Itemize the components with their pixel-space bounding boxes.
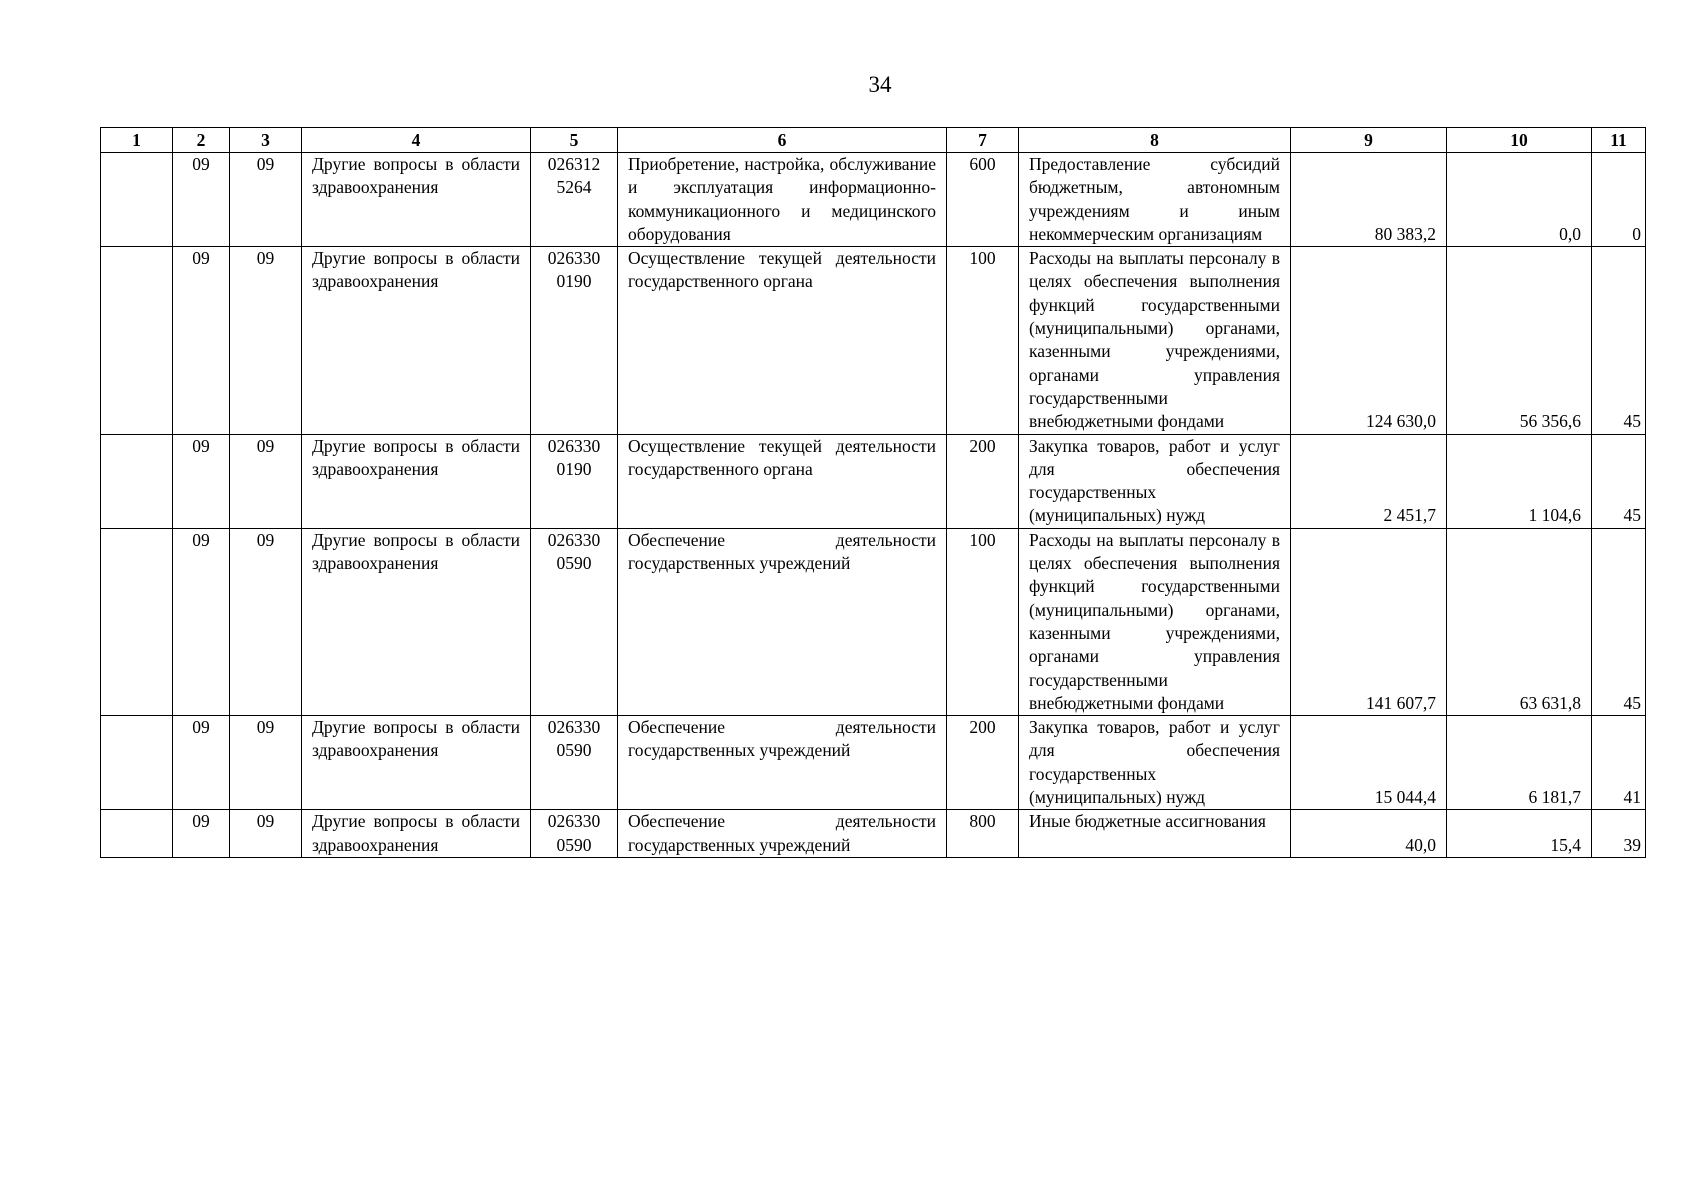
col-header-9: 9 xyxy=(1291,128,1447,153)
cell-subsection: 09 xyxy=(230,528,302,715)
col-header-11: 11 xyxy=(1592,128,1646,153)
cell-target-name: Осуществление текущей деятельности государственного органа xyxy=(618,247,947,434)
code-part-2: 0190 xyxy=(556,271,592,292)
col-header-2: 2 xyxy=(173,128,230,153)
code-part-2: 5264 xyxy=(556,177,592,198)
cell-percent: 41 xyxy=(1592,716,1646,810)
cell-section-name: Другие вопросы в области здравоохранения xyxy=(302,716,531,810)
table-row xyxy=(101,153,1646,247)
cell-percent: 0 xyxy=(1592,153,1646,247)
col-header-3: 3 xyxy=(230,128,302,153)
cell-expense-type: 800 xyxy=(947,810,1019,858)
col-header-1: 1 xyxy=(101,128,173,153)
cell-actual-amount: 0,0 xyxy=(1447,153,1592,247)
col-header-8: 8 xyxy=(1019,128,1291,153)
cell-actual-amount: 63 631,8 xyxy=(1447,528,1592,715)
cell-section-name: Другие вопросы в области здравоохранения xyxy=(302,810,531,858)
code-part-2: 0590 xyxy=(556,553,592,574)
cell-section: 09 xyxy=(173,153,230,247)
cell-target-name: Обеспечение деятельности государственных учреждений xyxy=(618,716,947,810)
cell-section: 09 xyxy=(173,716,230,810)
table-row xyxy=(101,716,1646,810)
table-row xyxy=(101,810,1646,858)
col-header-6: 6 xyxy=(618,128,947,153)
cell-expense-name: Закупка товаров, работ и услуг для обеспечения государственных (муниципальных) нужд xyxy=(1019,716,1291,810)
cell-plan-amount: 40,0 xyxy=(1291,810,1447,858)
code-part-1: 026330 xyxy=(547,717,601,738)
col-header-4: 4 xyxy=(302,128,531,153)
cell-expense-type: 200 xyxy=(947,716,1019,810)
cell-section: 09 xyxy=(173,528,230,715)
cell-section-name: Другие вопросы в области здравоохранения xyxy=(302,528,531,715)
code-part-2: 0590 xyxy=(556,834,592,855)
code-part-2: 0190 xyxy=(556,458,592,479)
cell-percent: 45 xyxy=(1592,247,1646,434)
cell-subsection: 09 xyxy=(230,247,302,434)
col-header-5: 5 xyxy=(531,128,618,153)
cell-plan-amount: 80 383,2 xyxy=(1291,153,1447,247)
page-number: 34 xyxy=(868,72,892,97)
cell-percent: 45 xyxy=(1592,528,1646,715)
cell-subsection: 09 xyxy=(230,810,302,858)
cell-col1 xyxy=(101,247,173,434)
code-part-1: 026330 xyxy=(547,435,601,456)
cell-section-name: Другие вопросы в области здравоохранения xyxy=(302,247,531,434)
col-header-7: 7 xyxy=(947,128,1019,153)
cell-expense-name: Закупка товаров, работ и услуг для обеспечения государственных (муниципальных) нужд xyxy=(1019,434,1291,528)
cell-expense-name: Расходы на выплаты персоналу в целях обеспечения выполнения функций государственными (муниципальными) органами, казенными учреждениями, органами управления государственными внебюджетными фондами xyxy=(1019,528,1291,715)
cell-subsection: 09 xyxy=(230,153,302,247)
table-row xyxy=(101,247,1646,434)
cell-target-name: Обеспечение деятельности государственных учреждений xyxy=(618,810,947,858)
header-row xyxy=(101,128,1646,153)
cell-plan-amount: 124 630,0 xyxy=(1291,247,1447,434)
col-header-10: 10 xyxy=(1447,128,1592,153)
cell-target-code xyxy=(531,153,618,247)
table-row xyxy=(101,434,1646,528)
cell-section: 09 xyxy=(173,434,230,528)
cell-col1 xyxy=(101,528,173,715)
cell-percent: 39 xyxy=(1592,810,1646,858)
cell-plan-amount: 141 607,7 xyxy=(1291,528,1447,715)
cell-expense-name: Предоставление субсидий бюджетным, автономным учреждениям и иным некоммерческим организациям xyxy=(1019,153,1291,247)
cell-section-name: Другие вопросы в области здравоохранения xyxy=(302,153,531,247)
cell-target-code xyxy=(531,716,618,810)
cell-expense-type: 600 xyxy=(947,153,1019,247)
cell-section-name: Другие вопросы в области здравоохранения xyxy=(302,434,531,528)
cell-actual-amount: 6 181,7 xyxy=(1447,716,1592,810)
code-part-1: 026312 xyxy=(547,154,601,174)
cell-expense-type: 200 xyxy=(947,434,1019,528)
cell-target-name: Приобретение, настройка, обслуживание и эксплуатация информационно-коммуникационного и медицинского оборудования xyxy=(618,153,947,247)
cell-subsection: 09 xyxy=(230,434,302,528)
cell-col1 xyxy=(101,434,173,528)
cell-col1 xyxy=(101,153,173,247)
table-row xyxy=(101,528,1646,715)
cell-actual-amount: 56 356,6 xyxy=(1447,247,1592,434)
cell-section: 09 xyxy=(173,810,230,858)
code-part-1: 026330 xyxy=(547,529,601,550)
cell-target-name: Осуществление текущей деятельности государственного органа xyxy=(618,434,947,528)
cell-section: 09 xyxy=(173,247,230,434)
cell-subsection: 09 xyxy=(230,716,302,810)
code-part-1: 026330 xyxy=(547,811,601,832)
cell-target-code xyxy=(531,247,618,434)
cell-target-name: Обеспечение деятельности государственных учреждений xyxy=(618,528,947,715)
cell-percent: 45 xyxy=(1592,434,1646,528)
code-part-2: 0590 xyxy=(556,740,592,761)
cell-plan-amount: 15 044,4 xyxy=(1291,716,1447,810)
cell-target-code xyxy=(531,434,618,528)
cell-actual-amount: 15,4 xyxy=(1447,810,1592,858)
cell-col1 xyxy=(101,716,173,810)
cell-expense-type: 100 xyxy=(947,247,1019,434)
cell-expense-name: Иные бюджетные ассигнования xyxy=(1019,810,1291,858)
cell-expense-type: 100 xyxy=(947,528,1019,715)
cell-plan-amount: 2 451,7 xyxy=(1291,434,1447,528)
cell-expense-name: Расходы на выплаты персоналу в целях обеспечения выполнения функций государственными (муниципальными) органами, казенными учреждениями, органами управления государственными внебюджетными фондами xyxy=(1019,247,1291,434)
code-part-1: 026330 xyxy=(547,248,601,269)
budget-table xyxy=(100,127,1646,858)
cell-target-code xyxy=(531,810,618,858)
cell-col1 xyxy=(101,810,173,858)
cell-actual-amount: 1 104,6 xyxy=(1447,434,1592,528)
cell-target-code xyxy=(531,528,618,715)
